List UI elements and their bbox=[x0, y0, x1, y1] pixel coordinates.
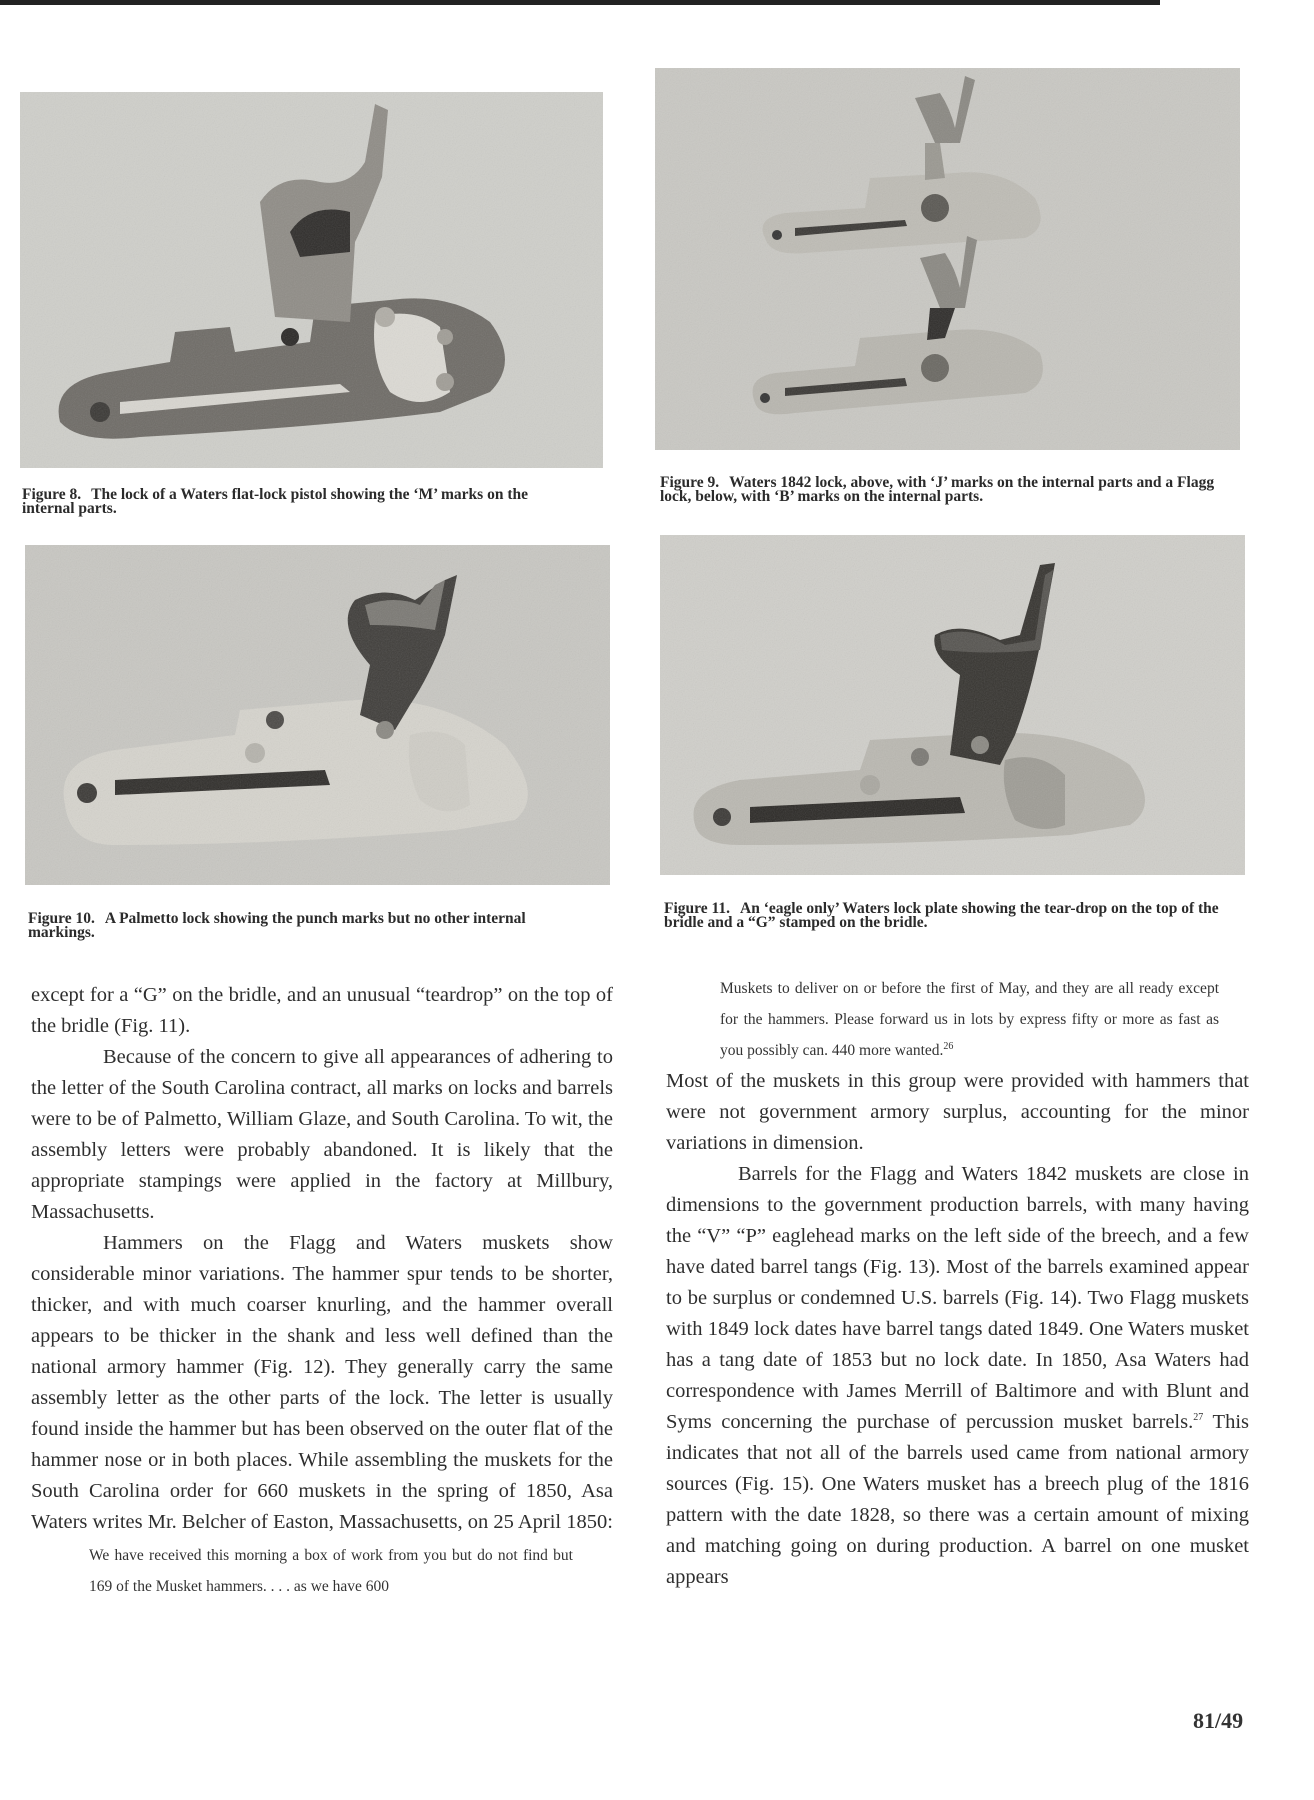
footnote-ref-26: 26 bbox=[943, 1040, 954, 1052]
right-paragraph-2a: Barrels for the Flagg and Waters 1842 muskets are close in dimensions to the government production barrels, with many having the “V” “P” eaglehead marks on the left side of the breech, and a few have dated barrel tangs (Fig. 13). Most of the barrels examined appear to be surplus or condemned U.S. barrels (Fig. 14). Two Flagg muskets with 1849 lock dates have barrel tangs dated 1849. One Waters musket has a tang date of 1853 but no lock date. In 1850, Asa Waters had correspondence with James Merrill of Baltimore and with Blunt and Syms concerning the purchase of percussion musket barrels. bbox=[666, 1163, 1249, 1433]
figure-11-caption bbox=[664, 902, 1224, 930]
figure-9-caption bbox=[660, 476, 1220, 504]
right-paragraph-1: Most of the muskets in this group were provided with hammers that were not government armory surplus, accounting for the minor variations in dimension. bbox=[666, 1070, 1249, 1154]
left-paragraph-1: except for a “G” on the bridle, and an unusual “teardrop” on the top of the bridle (Fig. 11). bbox=[31, 984, 613, 1037]
page-number: 81/49 bbox=[1193, 1708, 1244, 1733]
figure-8-caption bbox=[22, 488, 582, 516]
figure-9-caption-text: Waters 1842 lock, above, with ‘J’ marks on the internal parts and a Flagg lock, below, with ‘B’ marks on the internal parts. bbox=[660, 474, 1215, 505]
block-quote-end-text: Muskets to deliver on or before the first of May, and they are all ready except for the hammers. Please forward us in lots by express fifty or more as fast as you possibly can. 440 more wanted. bbox=[720, 980, 1219, 1059]
figure-10-caption-text: A Palmetto lock showing the punch marks but no other internal markings. bbox=[28, 910, 526, 941]
figure-10-photo bbox=[25, 545, 610, 885]
figure-11-photo bbox=[660, 535, 1245, 875]
left-paragraph-3: Hammers on the Flagg and Waters muskets show considerable minor variations. The hammer spur tends to be shorter, thicker, and with much coarser knurling, and the hammer overall appears to be thicker in the shank and less well defined than the national armory hammer (Fig. 12). They generally carry the same assembly letter as the other parts of the lock. The letter is usually found inside the hammer but has been observed on the outer flat of the hammer nose or in both places. While assembling the muskets for the South Carolina order for 660 muskets in the spring of 1850, Asa Waters writes Mr. Belcher of Easton, Massachusetts, on 25 April 1850: bbox=[31, 1232, 613, 1533]
right-paragraph-2b: This indicates that not all of the barrels used came from national armory sources (Fig. 15). One Waters musket has a breech plug of the 1816 pattern with the date 1828, so there was a certain amount of mixing and matching going on during production. A barrel on one musket appears bbox=[666, 1411, 1249, 1588]
figure-8-label: Figure 8. bbox=[22, 486, 82, 503]
left-text-column bbox=[31, 980, 613, 1602]
figure-8-caption-text: The lock of a Waters flat-lock pistol showing the ‘M’ marks on the internal parts. bbox=[22, 486, 528, 517]
page-top-rule bbox=[0, 0, 1160, 5]
figure-11-caption-text: An ‘eagle only’ Waters lock plate showing the tear-drop on the top of the bridle and a “G” stamped on the bridle. bbox=[664, 900, 1219, 931]
left-paragraph-2: Because of the concern to give all appearances of adhering to the letter of the South Carolina contract, all marks on locks and barrels were to be of Palmetto, William Glaze, and South Carolina. To wit, the assembly letters were probably abandoned. It is likely that the appropriate stampings were applied in the factory at Millbury, Massachusetts. bbox=[31, 1046, 613, 1223]
block-quote-start: We have received this morning a box of work from you but do not find but 169 of the Musket hammers. . . . as we have 600 bbox=[89, 1547, 573, 1595]
right-text-column bbox=[666, 973, 1249, 1593]
figure-9-label: Figure 9. bbox=[660, 474, 720, 491]
figure-8-photo bbox=[20, 92, 603, 468]
figure-10-label: Figure 10. bbox=[28, 910, 95, 927]
footnote-ref-27: 27 bbox=[1193, 1412, 1204, 1424]
right-paragraph-2 bbox=[666, 1159, 1249, 1593]
block-quote-end bbox=[666, 973, 1249, 1066]
figure-10-caption bbox=[28, 912, 588, 940]
figure-11-label: Figure 11. bbox=[664, 900, 731, 917]
figure-9-photo bbox=[655, 68, 1240, 450]
